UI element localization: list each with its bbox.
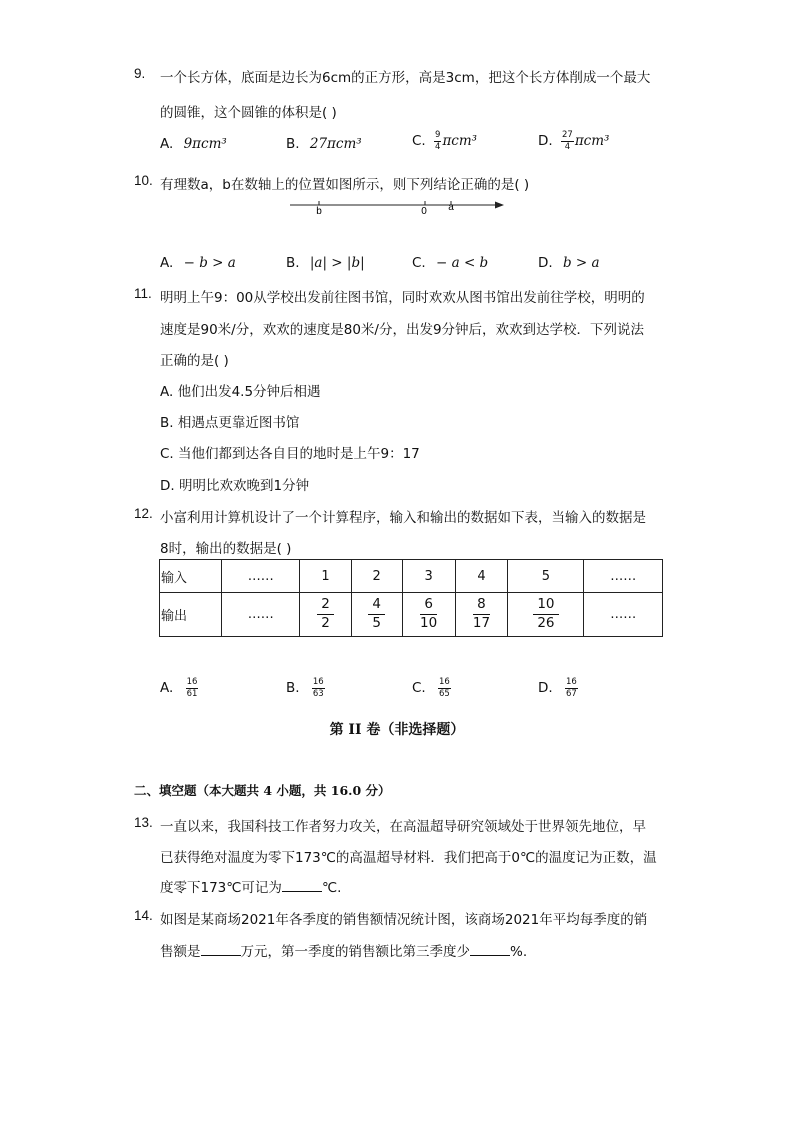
q9-option-d-label: D. — [538, 133, 553, 149]
table-cell-output-label: 输出 — [160, 593, 222, 637]
q14-stem-line2 — [160, 940, 527, 960]
q11-option-c[interactable]: C. 当他们都到达各自目的地时是上午9：17 — [160, 446, 420, 462]
table-cell: …… — [584, 560, 663, 593]
q9-option-d[interactable] — [538, 131, 609, 151]
q12-stem-line1: 小富利用计算机设计了一个计算程序，输入和输出的数据如下表，当输入的数据是 — [160, 510, 646, 526]
q13-unit: ℃. — [321, 880, 342, 896]
q14-line2-text: 售额是 — [160, 944, 201, 960]
table-cell: 5 — [508, 560, 584, 593]
q10-option-b-text: |a| > |b| — [309, 255, 365, 271]
q11-number: 11. — [134, 286, 152, 301]
label-b: b — [316, 206, 322, 217]
table-cell: 1 — [300, 560, 351, 593]
number-line-arrowhead — [495, 202, 504, 209]
table-row-output — [160, 593, 663, 637]
q12-option-d-fraction: $\frac{16}{67}$ — [565, 677, 577, 699]
q9-option-d-fraction: $\frac{27}{4}$ — [561, 130, 573, 152]
q10-option-d[interactable] — [538, 255, 600, 271]
q12-option-c-fraction: $\frac{16}{65}$ — [439, 677, 450, 699]
q9-number: 9. — [134, 66, 146, 81]
q10-option-c[interactable] — [412, 255, 488, 271]
q13-line3-text: 度零下173℃可记为 — [160, 880, 282, 896]
table-cell: 3 — [402, 560, 455, 593]
q11-stem-line3: 正确的是( ) — [160, 353, 229, 369]
q10-option-c-label: C. — [412, 255, 426, 271]
q9-option-c-text: πcm³ — [442, 133, 478, 149]
q9-option-a[interactable] — [160, 136, 227, 152]
q13-number: 13. — [134, 815, 153, 830]
q11-option-b[interactable]: B. 相遇点更靠近图书馆 — [160, 415, 300, 431]
q9-option-b-label: B. — [286, 136, 300, 152]
table-cell-fraction: $\frac{2}{2}$ — [300, 593, 351, 637]
q13-stem-line2: 已获得绝对温度为零下173℃的高温超导材料．我们把高于0℃的温度记为正数，温 — [160, 850, 657, 866]
q10-option-b[interactable] — [286, 255, 365, 271]
table-cell-input-label: 输入 — [160, 560, 222, 593]
q12-option-c[interactable] — [412, 678, 452, 698]
q10-option-d-text: b > a — [562, 255, 600, 271]
q9-option-b[interactable] — [286, 136, 362, 152]
q11-stem-line1: 明明上午9：00从学校出发前往图书馆，同时欢欢从图书馆出发前往学校，明明的 — [160, 290, 645, 306]
table-cell-fraction: $\frac{8}{17}$ — [455, 593, 508, 637]
q12-option-a[interactable] — [160, 678, 199, 698]
q9-option-a-label: A. — [160, 136, 174, 152]
table-cell: …… — [584, 593, 663, 637]
q11-option-a[interactable]: A. 他们出发4.5分钟后相遇 — [160, 384, 321, 400]
q12-number: 12. — [134, 506, 153, 521]
q14-number: 14. — [134, 908, 153, 923]
q12-option-c-label: C. — [412, 680, 426, 696]
q12-option-d[interactable] — [538, 678, 579, 698]
q10-stem-line1: 有理数a，b在数轴上的位置如图所示，则下列结论正确的是( ) — [160, 177, 530, 193]
q9-option-d-text: πcm³ — [574, 133, 610, 149]
q9-stem-line1: 一个长方体，底面是边长为6cm的正方形，高是3cm，把这个长方体削成一个最大 — [160, 70, 651, 86]
q12-option-a-fraction: $\frac{16}{61}$ — [186, 677, 198, 699]
q9-option-c[interactable] — [412, 131, 477, 151]
section-title: 第 II 卷（非选择题） — [329, 722, 465, 738]
q11-option-d[interactable]: D. 明明比欢欢晚到1分钟 — [160, 478, 310, 494]
table-cell: …… — [222, 593, 300, 637]
q10-option-b-label: B. — [286, 255, 300, 271]
q10-option-a[interactable] — [160, 255, 236, 271]
q12-stem-line2: 8时，输出的数据是( ) — [160, 541, 292, 557]
q14-stem-line1: 如图是某商场2021年各季度的销售额情况统计图，该商场2021年平均每季度的销 — [160, 912, 648, 928]
table-cell: 4 — [455, 560, 508, 593]
q12-option-b-label: B. — [286, 680, 300, 696]
table-cell-fraction: $\frac{10}{26}$ — [508, 593, 584, 637]
answer-blank[interactable] — [201, 943, 241, 956]
q12-option-b[interactable] — [286, 678, 326, 698]
q11-stem-line2: 速度是90米/分，欢欢的速度是80米/分，出发9分钟后，欢欢到达学校．下列说法 — [160, 322, 645, 338]
input-output-table — [159, 559, 663, 637]
q9-option-c-label: C. — [412, 133, 426, 149]
q10-option-a-text: − b > a — [183, 255, 236, 271]
q13-stem-line3 — [160, 876, 341, 896]
q9-option-c-fraction: $\frac{9}{4}$ — [435, 130, 441, 152]
answer-blank[interactable] — [470, 943, 510, 956]
q12-option-b-fraction: $\frac{16}{63}$ — [312, 677, 324, 699]
q13-stem-line1: 一直以来，我国科技工作者努力攻关，在高温超导研究领域处于世界领先地位，早 — [160, 819, 646, 835]
q9-stem-line2: 的圆锥，这个圆锥的体积是( ) — [160, 105, 337, 121]
label-a: a — [448, 202, 454, 213]
table-cell-fraction: $\frac{6}{10}$ — [402, 593, 455, 637]
table-row-input — [160, 560, 663, 593]
q10-option-c-text: − a < b — [436, 255, 489, 271]
label-zero: 0 — [421, 206, 427, 217]
table-cell-fraction: $\frac{4}{5}$ — [351, 593, 402, 637]
q12-option-d-label: D. — [538, 680, 553, 696]
q14-percent: %. — [510, 944, 528, 960]
q9-option-a-text: 9πcm³ — [183, 136, 227, 152]
q10-number: 10. — [134, 173, 153, 188]
q14-line2-mid: 万元，第一季度的销售额比第三季度少 — [240, 944, 470, 960]
table-cell: …… — [222, 560, 300, 593]
answer-blank[interactable] — [282, 879, 322, 892]
part-heading: 二、填空题（本大题共 4 小题，共 16.0 分） — [134, 783, 391, 798]
q10-option-a-label: A. — [160, 255, 174, 271]
table-cell: 2 — [351, 560, 402, 593]
q10-option-d-label: D. — [538, 255, 553, 271]
number-line-figure — [288, 195, 508, 221]
q9-option-b-text: 27πcm³ — [309, 136, 362, 152]
q12-option-a-label: A. — [160, 680, 174, 696]
